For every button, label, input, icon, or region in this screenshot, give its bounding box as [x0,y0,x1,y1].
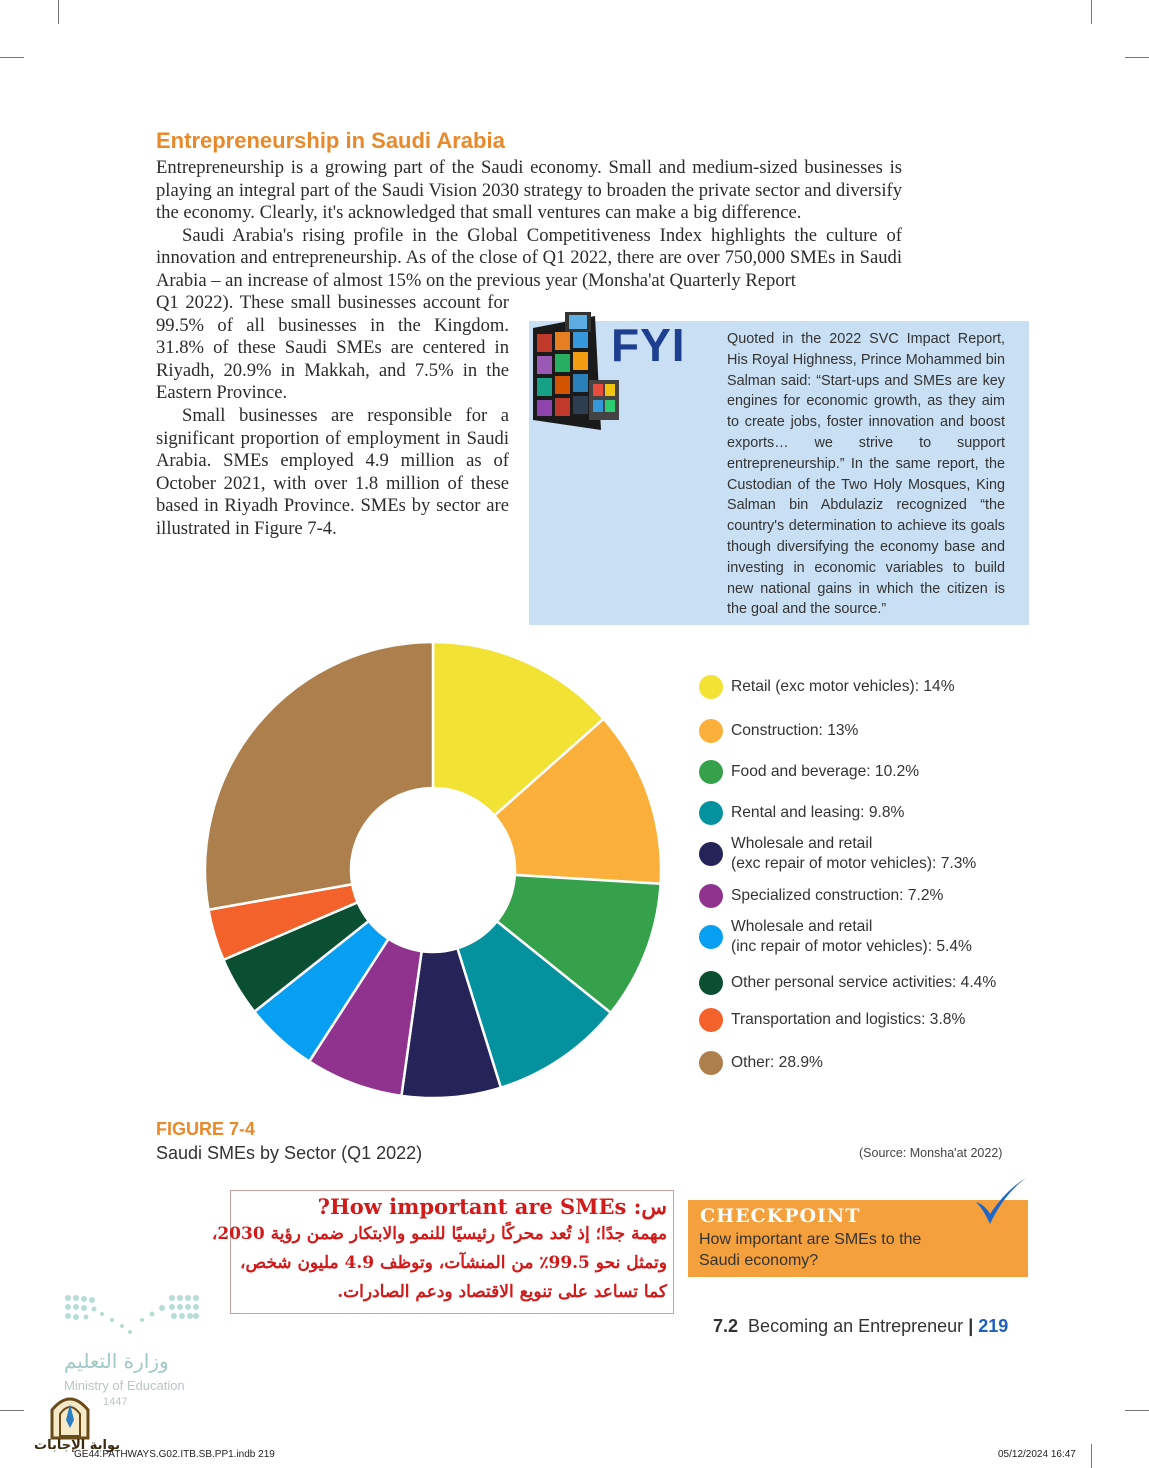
legend-item [699,675,955,699]
ministry-dots-logo [62,1290,202,1342]
crop-mark [0,1410,24,1411]
page-number: 219 [978,1316,1009,1336]
legend-label-line: Other personal service activities: 4.4% [731,974,997,991]
qa-answer-line: وتمثل نحو 99.5٪ من المنشآت، وتوظف 4.9 مليون شخص، [240,1253,667,1273]
footer-separator: | [968,1316,974,1336]
qa-answer-line: كما تساعد على تنويع الاقتصاد ودعم الصادرات. [337,1282,667,1302]
legend-label-line: Rental and leasing: 9.8% [731,804,905,821]
qa-question: س: How important are SMEs? [317,1194,667,1219]
qa-answer-line: مهمة جدًا؛ إذ تُعد محركًا رئيسيًا للنمو والابتكار ضمن رؤية 2030، [211,1224,667,1244]
crop-mark [1125,57,1149,58]
body-paragraph-wide [156,157,902,293]
legend-label [731,677,955,697]
legend-label-line: Food and beverage: 10.2% [731,763,920,780]
legend-label [731,886,943,906]
legend-swatch [699,719,723,743]
print-timestamp: 05/12/2024 16:47 [998,1449,1076,1460]
legend-item [699,884,943,908]
legend-label-line: Other: 28.9% [731,1054,823,1071]
legend-label-line: Transportation and logistics: 3.8% [731,1011,966,1028]
paragraph-2-wide: Saudi Arabia's rising profile in the Global Competitiveness Index highlights the culture of innovation and entrepreneurship. As of the close of Q1 2022, there are over 750,000 SMEs in Saudi Arabia – an increase of almost 15% on the previous year (Monsha'at Quarterly Report [156,224,902,291]
footer-section-title [713,1316,1008,1337]
fyi-label: FYI [611,319,686,371]
footer-section-name: Becoming an Entrepreneur [748,1316,964,1336]
legend-label [731,917,972,957]
qa-answer-box [211,1190,674,1314]
legend-label [731,762,919,782]
crop-mark [0,57,24,58]
checkmark-icon [970,1172,1030,1232]
legend-label-line: (inc repair of motor vehicles): 5.4% [731,938,972,955]
portal-watermark: بوابة الإجابات [34,1438,120,1453]
donut-slice-10 [205,642,433,910]
crop-mark [58,0,59,24]
ministry-name-arabic: وزارة التعليم [64,1349,169,1373]
ministry-name-english: Ministry of Education [64,1378,185,1393]
figure-source: (Source: Monsha'at 2022) [859,1146,1003,1160]
sme-sector-donut-chart [200,630,670,1110]
footer-section-number: 7.2 [713,1316,739,1336]
legend-swatch [699,1008,723,1032]
legend-label-line: Specialized construction: 7.2% [731,887,944,904]
checkpoint-question: How important are SMEs to the Saudi economy? [699,1231,922,1269]
legend-label [731,834,976,874]
portal-emblem-icon [46,1388,94,1440]
legend-item [699,971,996,995]
legend-swatch [699,1051,723,1075]
ministry-year: 1447 [103,1396,128,1408]
legend-label [731,803,904,823]
file-slug: GE44.PATHWAYS.G02.ITB.SB.PP1.indb 219 [74,1449,275,1460]
crop-mark [1091,1444,1092,1468]
legend-swatch [699,801,723,825]
legend-item [699,801,904,825]
section-heading: Entrepreneurship in Saudi Arabia [156,128,505,153]
legend-item [699,917,972,957]
legend-label-line: Construction: 13% [731,722,859,739]
paragraph-1: Entrepreneurship is a growing part of the Saudi economy. Small and medium-sized businesses is playing an integral part of the Saudi Vision 2030 strategy to broaden the private sector and diversify the economy. Clearly, it's acknowledged that small ventures can make a big difference. [156,157,902,224]
legend-label-line: Wholesale and retail [731,918,873,935]
legend-swatch [699,842,723,866]
legend-swatch [699,925,723,949]
legend-label-line: Retail (exc motor vehicles): 14% [731,678,955,695]
legend-label-line: Wholesale and retail [731,835,873,852]
legend-label [731,1010,965,1030]
paragraph-2-narrow: Q1 2022). These small businesses account for 99.5% of all businesses in the Kingdom. 31.8% of these Saudi SMEs are centered in Riyadh, 20.9% in Makkah, and 7.5% in the Eastern Province. [156,292,509,404]
legend-item [699,834,976,874]
figure-label: FIGURE 7-4 [156,1119,256,1139]
legend-label [731,1053,823,1073]
legend-label [731,973,996,993]
legend-item [699,719,858,743]
legend-item [699,760,919,784]
legend-swatch [699,760,723,784]
crop-mark [1091,0,1092,24]
legend-item [699,1008,965,1032]
legend-label-line: (exc repair of motor vehicles): 7.3% [731,855,977,872]
legend-swatch [699,971,723,995]
crop-mark [1125,1410,1149,1411]
figure-caption: Saudi SMEs by Sector (Q1 2022) [156,1143,423,1163]
checkpoint-title: CHECKPOINT [700,1205,861,1227]
body-paragraph-narrow [156,292,509,541]
legend-item [699,1051,823,1075]
paragraph-3: Small businesses are responsible for a significant proportion of employment in Saudi Arabia. SMEs employed 4.9 million as of October 2021, with over 1.8 million of these based in Riyadh Province. SMEs by sector are illustrated in Figure 7-4. [156,404,509,539]
legend-swatch [699,675,723,699]
legend-label [731,721,858,741]
fyi-quote: Quoted in the 2022 SVC Impact Report, His Royal Highness, Prince Mohammed bin Salman said: “Start-ups and SMEs are key engines for economic growth, as they aim to create jobs, foster innovation and boost exports… we strive to support entrepreneurship.” In the same report, the Custodian of the Two Holy Mosques, King Salman bin Abdulaziz recognized “the country's determination to achieve its goals though diversifying the economy base and investing in economic variables to build new national gains in which the citizen is the goal and the source.” [727,331,1005,618]
legend-swatch [699,884,723,908]
